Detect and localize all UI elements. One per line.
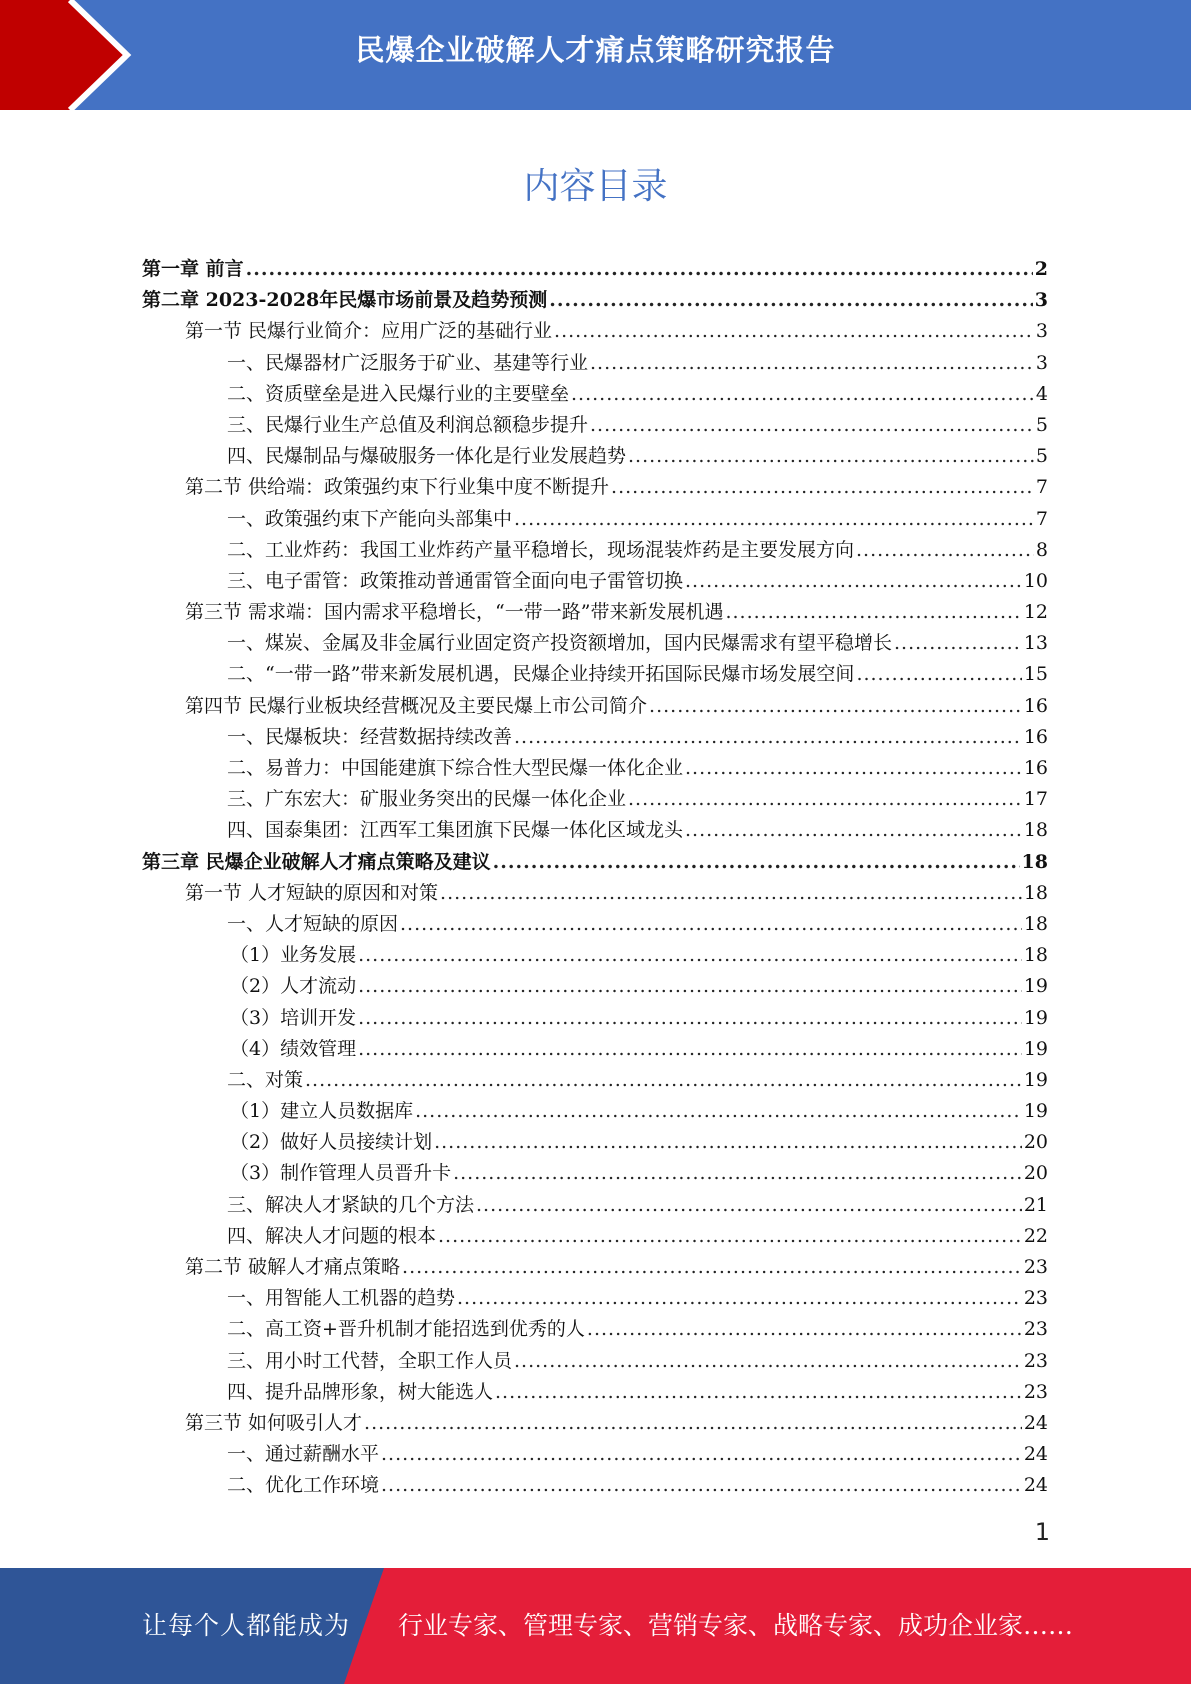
- toc-entry-page: 21: [1023, 1193, 1048, 1216]
- toc-dot-leader: [358, 940, 1022, 971]
- toc-entry[interactable]: [142, 1408, 1048, 1439]
- toc-dot-leader: [305, 1065, 1022, 1096]
- toc-entry[interactable]: [142, 285, 1048, 316]
- toc-entry[interactable]: [142, 472, 1048, 503]
- toc-dot-leader: [493, 847, 1020, 878]
- toc-entry-page: 7: [1035, 476, 1048, 499]
- toc-dot-leader: [554, 316, 1034, 347]
- toc-entry-title: 第三章 民爆企业破解人才痛点策略及建议: [142, 850, 491, 873]
- page-header: [0, 0, 1191, 110]
- toc-entry-title: 二、资质壁垒是进入民爆行业的主要壁垒: [227, 382, 570, 405]
- page-number: 1: [1034, 1518, 1050, 1546]
- toc-dot-leader: [611, 472, 1034, 503]
- toc-entry[interactable]: [142, 722, 1048, 753]
- toc-dot-leader: [381, 1439, 1022, 1470]
- toc-entry-title: 二、高工资+晋升机制才能招选到优秀的人: [227, 1318, 585, 1341]
- toc-entry-title: 三、用小时工代替，全职工作人员: [227, 1349, 513, 1372]
- toc-entry-page: 17: [1023, 788, 1048, 811]
- toc-entry-title: （2）人才流动: [230, 975, 357, 998]
- toc-entry-title: （3）制作管理人员晋升卡: [230, 1162, 452, 1185]
- toc-entry-title: 三、广东宏大：矿服业务突出的民爆一体化企业: [227, 788, 627, 811]
- toc-entry-page: 16: [1023, 725, 1048, 748]
- toc-entry[interactable]: [142, 847, 1048, 878]
- toc-dot-leader: [587, 1314, 1022, 1345]
- toc-dot-leader: [364, 1408, 1022, 1439]
- footer-slogan-right: 行业专家、管理专家、营销专家、战略专家、成功企业家……: [398, 1611, 1074, 1640]
- toc-entry[interactable]: [142, 1065, 1048, 1096]
- toc-dot-leader: [495, 1377, 1022, 1408]
- toc-entry-page: 19: [1023, 1006, 1048, 1029]
- toc-entry-title: 一、政策强约束下产能向头部集中: [227, 507, 513, 530]
- toc-entry[interactable]: [142, 597, 1048, 628]
- toc-entry-page: 3: [1035, 351, 1048, 374]
- toc-dot-leader: [400, 909, 1022, 940]
- toc-entry-page: 19: [1023, 1100, 1048, 1123]
- toc-entry-page: 12: [1023, 601, 1048, 624]
- toc-dot-leader: [685, 753, 1022, 784]
- toc-entry[interactable]: [142, 878, 1048, 909]
- toc-dot-leader: [590, 348, 1034, 379]
- toc-entry[interactable]: [142, 348, 1048, 379]
- toc-dot-leader: [894, 628, 1022, 659]
- toc-entry-page: 23: [1023, 1349, 1048, 1372]
- toc-entry[interactable]: [142, 753, 1048, 784]
- toc-entry[interactable]: [142, 535, 1048, 566]
- toc-entry-page: 24: [1023, 1411, 1048, 1434]
- toc-entry[interactable]: [142, 1190, 1048, 1221]
- toc-entry-page: 5: [1035, 445, 1048, 468]
- toc-dot-leader: [434, 1127, 1022, 1158]
- toc-dot-leader: [649, 691, 1022, 722]
- toc-entry-title: 第三节 需求端：国内需求平稳增长，“一带一路”带来新发展机遇: [185, 601, 724, 624]
- toc-entry-page: 3: [1035, 320, 1048, 343]
- toc-entry[interactable]: [142, 1470, 1048, 1501]
- toc-entry-title: 一、通过薪酬水平: [227, 1443, 380, 1466]
- toc-entry-title: （1）业务发展: [230, 944, 357, 967]
- toc-entry[interactable]: [142, 971, 1048, 1002]
- toc-dot-leader: [514, 1346, 1022, 1377]
- toc-dot-leader: [358, 971, 1022, 1002]
- toc-entry-title: 第二节 供给端：政策强约束下行业集中度不断提升: [185, 476, 610, 499]
- toc-dot-leader: [514, 504, 1034, 535]
- toc-dot-leader: [402, 1252, 1022, 1283]
- toc-heading: 内容目录: [523, 166, 668, 207]
- toc-entry[interactable]: [142, 1283, 1048, 1314]
- toc-entry[interactable]: [142, 1127, 1048, 1158]
- toc-entry[interactable]: [142, 1034, 1048, 1065]
- toc-entry-title: （4）绩效管理: [230, 1037, 357, 1060]
- toc-entry[interactable]: [142, 1221, 1048, 1252]
- toc-dot-leader: [590, 410, 1034, 441]
- toc-dot-leader: [514, 722, 1022, 753]
- toc-entry[interactable]: [142, 815, 1048, 846]
- toc-entry-page: 10: [1023, 569, 1048, 592]
- toc-entry[interactable]: [142, 254, 1048, 285]
- toc-entry[interactable]: [142, 784, 1048, 815]
- toc-entry[interactable]: [142, 1096, 1048, 1127]
- page-footer: [0, 1568, 1191, 1684]
- toc-entry[interactable]: [142, 940, 1048, 971]
- toc-entry-page: 18: [1023, 944, 1048, 967]
- toc-entry-title: 第一节 民爆行业简介：应用广泛的基础行业: [185, 320, 553, 343]
- toc-entry-page: 18: [1021, 850, 1048, 873]
- toc-entry-title: 第三节 如何吸引人才: [185, 1411, 363, 1434]
- toc-dot-leader: [549, 285, 1033, 316]
- toc-entry-page: 18: [1023, 819, 1048, 842]
- toc-dot-leader: [856, 659, 1021, 690]
- toc-entry-page: 2: [1034, 258, 1048, 280]
- toc-entry-title: 四、提升品牌形象，树大能选人: [227, 1380, 494, 1403]
- toc-entry-page: 19: [1023, 1068, 1048, 1091]
- toc-entry-title: 二、对策: [227, 1068, 304, 1091]
- toc-entry-title: （3）培训开发: [230, 1006, 357, 1029]
- toc-dot-leader: [415, 1096, 1022, 1127]
- toc-entry-page: 13: [1023, 632, 1048, 655]
- toc-entry-page: 18: [1023, 881, 1048, 904]
- toc-entry-title: （1）建立人员数据库: [230, 1100, 414, 1123]
- toc-entry-title: 二、优化工作环境: [227, 1474, 380, 1497]
- toc-entry-title: 第二章 2023-2028年民爆市场前景及趋势预测: [142, 289, 548, 312]
- toc-entry-title: 第四节 民爆行业板块经营概况及主要民爆上市公司简介: [185, 694, 648, 717]
- toc-dot-leader: [381, 1470, 1022, 1501]
- toc-entry[interactable]: [142, 1439, 1048, 1470]
- toc-entry[interactable]: [142, 379, 1048, 410]
- toc-entry-page: 16: [1023, 757, 1048, 779]
- toc-dot-leader: [476, 1190, 1022, 1221]
- toc-entry-title: 第一节 人才短缺的原因和对策: [185, 881, 439, 904]
- toc-entry-page: 19: [1023, 1037, 1048, 1060]
- toc-dot-leader: [685, 566, 1022, 597]
- toc-entry[interactable]: [142, 1003, 1048, 1034]
- toc-dot-leader: [685, 815, 1022, 846]
- toc-dot-leader: [440, 878, 1022, 909]
- toc-entry-page: 23: [1023, 1256, 1048, 1278]
- toc-dot-leader: [358, 1034, 1022, 1065]
- toc-entry-page: 5: [1035, 413, 1048, 436]
- toc-entry-page: 20: [1023, 1162, 1048, 1185]
- toc-entry-page: 20: [1023, 1131, 1048, 1154]
- toc-entry-page: 22: [1023, 1224, 1048, 1247]
- toc-entry-title: 三、解决人才紧缺的几个方法: [227, 1193, 475, 1216]
- toc-entry[interactable]: [142, 1314, 1048, 1345]
- toc-dot-leader: [246, 254, 1033, 285]
- toc-entry-title: 三、民爆行业生产总值及利润总额稳步提升: [227, 413, 589, 436]
- toc-entry[interactable]: [142, 1252, 1048, 1283]
- toc-entry-page: 4: [1035, 382, 1048, 405]
- toc-entry-title: 第一章 前言: [142, 258, 244, 280]
- toc-entry-page: 16: [1023, 694, 1048, 717]
- toc-dot-leader: [628, 784, 1022, 815]
- toc-entry-page: 23: [1023, 1380, 1048, 1403]
- toc-entry[interactable]: [142, 691, 1048, 722]
- toc-entry-page: 23: [1023, 1287, 1048, 1310]
- toc-entry-title: 二、工业炸药：我国工业炸药产量平稳增长，现场混装炸药是主要发展方向: [227, 538, 855, 561]
- toc-entry-title: 三、电子雷管：政策推动普通雷管全面向电子雷管切换: [227, 569, 684, 592]
- toc-entry-title: 一、民爆板块：经营数据持续改善: [227, 725, 513, 748]
- report-title: 民爆企业破解人才痛点策略研究报告: [355, 33, 836, 67]
- toc-entry-title: 四、解决人才问题的根本: [227, 1224, 437, 1247]
- footer-slogan-left: 让每个人都能成为: [142, 1611, 351, 1640]
- toc-entry-page: 24: [1023, 1474, 1048, 1497]
- toc-entry-title: 二、易普力：中国能建旗下综合性大型民爆一体化企业: [227, 757, 684, 779]
- toc-entry-page: 7: [1035, 507, 1048, 530]
- toc-entry-title: 四、民爆制品与爆破服务一体化是行业发展趋势: [227, 445, 627, 468]
- toc-entry-page: 24: [1023, 1443, 1048, 1466]
- toc-entry-title: 一、用智能人工机器的趋势: [227, 1287, 456, 1310]
- toc-dot-leader: [571, 379, 1034, 410]
- toc-dot-leader: [438, 1221, 1022, 1252]
- toc-entry-title: 二、“一带一路”带来新发展机遇，民爆企业持续开拓国际民爆市场发展空间: [227, 663, 855, 686]
- toc-entry[interactable]: [142, 316, 1048, 347]
- toc-entry[interactable]: [142, 1346, 1048, 1377]
- table-of-contents: [142, 254, 1048, 1502]
- toc-entry-page: 8: [1035, 538, 1048, 561]
- toc-entry-title: 四、国泰集团：江西军工集团旗下民爆一体化区域龙头: [227, 819, 684, 842]
- toc-entry-title: 第二节 破解人才痛点策略: [185, 1256, 401, 1278]
- toc-entry[interactable]: [142, 628, 1048, 659]
- toc-entry[interactable]: [142, 659, 1048, 690]
- toc-entry[interactable]: [142, 566, 1048, 597]
- toc-entry-title: 一、煤炭、金属及非金属行业固定资产投资额增加，国内民爆需求有望平稳增长: [227, 632, 893, 655]
- toc-dot-leader: [628, 441, 1034, 472]
- toc-entry-title: 一、民爆器材广泛服务于矿业、基建等行业: [227, 351, 589, 374]
- toc-entry[interactable]: [142, 410, 1048, 441]
- toc-entry[interactable]: [142, 909, 1048, 940]
- toc-dot-leader: [457, 1283, 1022, 1314]
- toc-entry-title: 一、人才短缺的原因: [227, 912, 399, 935]
- toc-entry-title: （2）做好人员接续计划: [230, 1131, 433, 1154]
- toc-dot-leader: [358, 1003, 1022, 1034]
- toc-entry[interactable]: [142, 1377, 1048, 1408]
- toc-entry[interactable]: [142, 1158, 1048, 1189]
- toc-entry-page: 15: [1023, 663, 1048, 686]
- toc-entry-page: 23: [1023, 1318, 1048, 1341]
- toc-entry-page: 3: [1034, 289, 1048, 312]
- toc-entry-page: 18: [1023, 912, 1048, 935]
- toc-dot-leader: [725, 597, 1021, 628]
- toc-dot-leader: [856, 535, 1034, 566]
- toc-entry[interactable]: [142, 441, 1048, 472]
- toc-entry-page: 19: [1023, 975, 1048, 998]
- toc-dot-leader: [453, 1158, 1022, 1189]
- toc-entry[interactable]: [142, 504, 1048, 535]
